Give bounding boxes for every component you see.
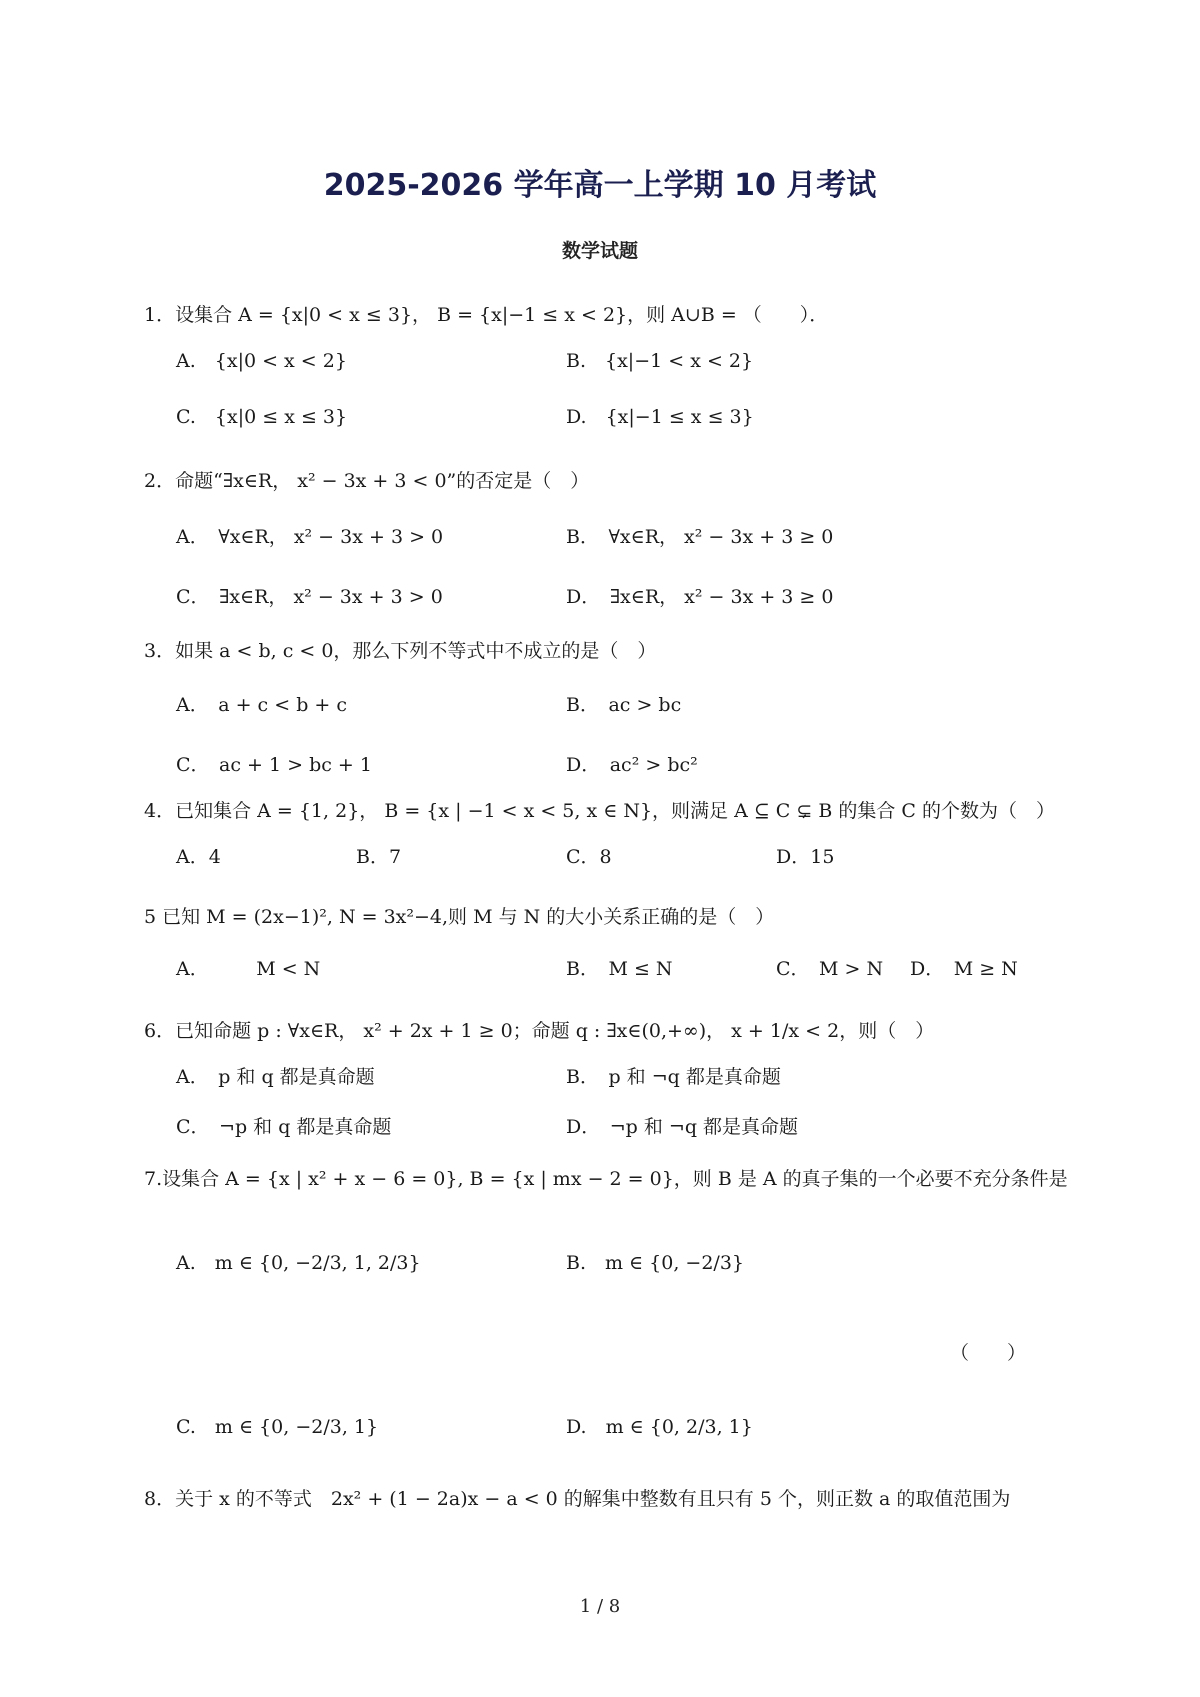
question-5-option-b: B． M ≤ N (566, 958, 673, 980)
question-6-option-c: C． ¬p 和 q 都是真命题 (176, 1116, 392, 1138)
page-title: 2025-2026 学年高一上学期 10 月考试 (323, 168, 877, 203)
question-1-option-b: B. {x|−1 < x < 2} (566, 350, 754, 372)
question-2-stem: 2．命题“∃x∈R， x² − 3x + 3 < 0”的否定是（ ） (144, 470, 590, 492)
question-7-option-c: C. m ∈ {0, −2/3, 1} (176, 1416, 379, 1438)
question-4-option-c: C．8 (566, 846, 612, 868)
question-7-answer-paren: （ ） (950, 1342, 1027, 1364)
question-3-stem: 3．如果 a < b, c < 0，那么下列不等式中不成立的是（ ） (144, 640, 657, 662)
question-2-option-d: D． ∃x∈R， x² − 3x + 3 ≥ 0 (566, 586, 834, 608)
question-2-option-a: A． ∀x∈R， x² − 3x + 3 > 0 (176, 526, 444, 548)
question-4-option-b: B．7 (356, 846, 402, 868)
question-1-option-a: A. {x|0 < x < 2} (176, 350, 347, 372)
question-7-stem: 7.设集合 A = {x | x² + x − 6 = 0}, B = {x | mx − 2 = 0}，则 B 是 A 的真子集的一个必要不充分条件是 (144, 1168, 1068, 1190)
question-5-stem: 5 已知 M = (2x−1)², N = 3x²−4,则 M 与 N 的大小关系正确的是（ ） (144, 906, 775, 928)
question-6-option-d: D． ¬p 和 ¬q 都是真命题 (566, 1116, 799, 1138)
question-2-option-c: C． ∃x∈R， x² − 3x + 3 > 0 (176, 586, 443, 608)
question-2-option-b: B． ∀x∈R， x² − 3x + 3 ≥ 0 (566, 526, 834, 548)
question-7-option-d: D. m ∈ {0, 2/3, 1} (566, 1416, 753, 1438)
question-5-option-c: C． M > N (776, 958, 884, 980)
page-number: 1 / 8 (579, 1596, 621, 1617)
question-4-option-d: D．15 (776, 846, 835, 868)
question-6-option-b: B． p 和 ¬q 都是真命题 (566, 1066, 781, 1088)
question-3-option-d: D． ac² > bc² (566, 754, 698, 776)
page-subtitle: 数学试题 (561, 240, 638, 262)
question-6-stem: 6．已知命题 p : ∀x∈R， x² + 2x + 1 ≥ 0；命题 q : ∃x∈(0,+∞)， x + 1/x < 2，则（ ） (144, 1020, 935, 1042)
question-4-option-a: A．4 (176, 846, 221, 868)
question-5-option-a: A． M < N (176, 958, 321, 980)
question-1-stem: 1．设集合 A = {x|0 < x ≤ 3}， B = {x|−1 ≤ x < 2}，则 A∪B = （ ）． (144, 304, 829, 326)
question-7-option-b: B. m ∈ {0, −2/3} (566, 1252, 745, 1274)
question-7-option-a: A. m ∈ {0, −2/3, 1, 2/3} (176, 1252, 421, 1274)
question-1-option-c: C. {x|0 ≤ x ≤ 3} (176, 406, 348, 428)
question-3-option-c: C． ac + 1 > bc + 1 (176, 754, 372, 776)
question-1-option-d: D. {x|−1 ≤ x ≤ 3} (566, 406, 754, 428)
question-4-stem: 4．已知集合 A = {1, 2}， B = {x | −1 < x < 5, x ∈ N}，则满足 A ⊆ C ⊊ B 的集合 C 的个数为（ ） (144, 800, 1055, 822)
question-5-option-d: D． M ≥ N (910, 958, 1018, 980)
question-8-stem: 8．关于 x 的不等式 2x² + (1 − 2a)x − a < 0 的解集中整数有且只有 5 个，则正数 a 的取值范围为 (144, 1488, 1011, 1510)
question-3-option-a: A． a + c < b + c (176, 694, 347, 716)
question-6-option-a: A． p 和 q 都是真命题 (176, 1066, 375, 1088)
question-3-option-b: B． ac > bc (566, 694, 682, 716)
